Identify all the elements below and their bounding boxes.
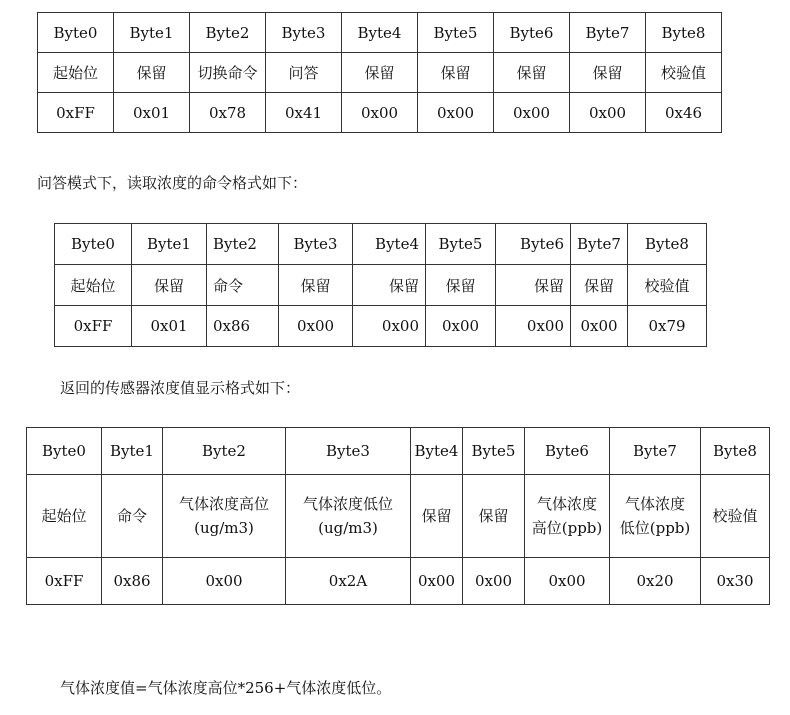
concentration-response-table <box>26 427 770 605</box>
cell <box>463 475 525 558</box>
cell: Byte1 <box>132 224 207 265</box>
cell-line: 保留 <box>478 507 509 525</box>
cell: 问答 <box>266 53 342 93</box>
table-row-values <box>38 93 722 133</box>
cell-line: 气体浓度 <box>536 495 597 513</box>
cell-line: 高位(ppb) <box>531 519 603 537</box>
cell <box>102 475 163 558</box>
cell: Byte6 <box>494 13 570 53</box>
cell: Byte3 <box>266 13 342 53</box>
cell <box>701 475 770 558</box>
cell: Byte7 <box>570 13 646 53</box>
cell: 起始位 <box>38 53 114 93</box>
cell: 0x00 <box>525 558 610 605</box>
cell: 保留 <box>496 265 571 306</box>
query-mode-paragraph: 问答模式下，读取浓度的命令格式如下： <box>37 174 308 192</box>
cell: 0x00 <box>426 306 496 347</box>
cell: 校验值 <box>628 265 707 306</box>
cell-line: 保留 <box>421 507 452 525</box>
cell: Byte1 <box>102 428 163 475</box>
table-row-description <box>38 53 722 93</box>
cell: 0x00 <box>411 558 463 605</box>
cell: 命令 <box>207 265 279 306</box>
cell: 0x00 <box>418 93 494 133</box>
cell: 0x01 <box>114 93 190 133</box>
cell: 0x86 <box>207 306 279 347</box>
cell: Byte7 <box>610 428 701 475</box>
cell: 0x01 <box>132 306 207 347</box>
cell: Byte5 <box>418 13 494 53</box>
cell-line: (ug/m3) <box>318 519 378 537</box>
cell-line: 低位(ppb) <box>619 519 691 537</box>
cell: 0x00 <box>163 558 286 605</box>
cell <box>610 475 701 558</box>
return-format-paragraph: 返回的传感器浓度值显示格式如下： <box>60 379 301 397</box>
cell: 保留 <box>418 53 494 93</box>
cell: Byte1 <box>114 13 190 53</box>
cell: 0x20 <box>610 558 701 605</box>
cell: Byte0 <box>27 428 102 475</box>
cell: 0x00 <box>353 306 426 347</box>
cell: 0x46 <box>646 93 722 133</box>
table-row-values <box>27 558 770 605</box>
cell: Byte7 <box>571 224 628 265</box>
cell: 0x00 <box>463 558 525 605</box>
cell <box>163 475 286 558</box>
cell: Byte8 <box>646 13 722 53</box>
cell: 0x00 <box>342 93 418 133</box>
table-row-header <box>38 13 722 53</box>
cell: 保留 <box>426 265 496 306</box>
cell <box>286 475 411 558</box>
cell: Byte4 <box>342 13 418 53</box>
cell: Byte4 <box>411 428 463 475</box>
cell: 保留 <box>279 265 353 306</box>
cell: 保留 <box>353 265 426 306</box>
cell: 0x41 <box>266 93 342 133</box>
cell: Byte0 <box>55 224 132 265</box>
cell-line: 校验值 <box>712 507 758 525</box>
cell: 0x30 <box>701 558 770 605</box>
cell: 保留 <box>571 265 628 306</box>
table-row-description <box>55 265 707 306</box>
table-row-description <box>27 475 770 558</box>
cell: 0x00 <box>279 306 353 347</box>
cell: Byte2 <box>207 224 279 265</box>
table-row-header <box>55 224 707 265</box>
cell: 0x00 <box>571 306 628 347</box>
cell: 0x79 <box>628 306 707 347</box>
table-row-header <box>27 428 770 475</box>
cell: 保留 <box>342 53 418 93</box>
cell: 0x2A <box>286 558 411 605</box>
cell: 切换命令 <box>190 53 266 93</box>
cell: Byte4 <box>353 224 426 265</box>
formula-paragraph: 气体浓度值=气体浓度高位*256+气体浓度低位。 <box>60 679 392 697</box>
cell: 0x00 <box>570 93 646 133</box>
cell: 保留 <box>494 53 570 93</box>
cell-line: 气体浓度高位 <box>178 495 269 513</box>
cell: 保留 <box>132 265 207 306</box>
read-concentration-command-table <box>54 223 707 347</box>
cell: 0xFF <box>38 93 114 133</box>
cell: Byte0 <box>38 13 114 53</box>
table-row-values <box>55 306 707 347</box>
cell-line: 气体浓度 <box>624 495 685 513</box>
cell: Byte6 <box>525 428 610 475</box>
cell: Byte3 <box>286 428 411 475</box>
cell: 校验值 <box>646 53 722 93</box>
cell: 0x78 <box>190 93 266 133</box>
cell: Byte6 <box>496 224 571 265</box>
cell-line: 命令 <box>116 507 147 525</box>
cell: Byte5 <box>463 428 525 475</box>
cell: 0x86 <box>102 558 163 605</box>
cell: 0x00 <box>496 306 571 347</box>
cell <box>27 475 102 558</box>
cell: 0xFF <box>55 306 132 347</box>
cell: 保留 <box>114 53 190 93</box>
cell: 保留 <box>570 53 646 93</box>
switch-mode-command-table <box>37 12 722 133</box>
cell: Byte8 <box>628 224 707 265</box>
cell: Byte8 <box>701 428 770 475</box>
cell: Byte3 <box>279 224 353 265</box>
cell-line: 气体浓度低位 <box>302 495 393 513</box>
cell: 起始位 <box>55 265 132 306</box>
cell-line: (ug/m3) <box>194 519 254 537</box>
cell <box>525 475 610 558</box>
cell: 0x00 <box>494 93 570 133</box>
cell <box>411 475 463 558</box>
cell: 0xFF <box>27 558 102 605</box>
cell: Byte2 <box>163 428 286 475</box>
cell: Byte2 <box>190 13 266 53</box>
cell-line: 起始位 <box>41 507 87 525</box>
cell: Byte5 <box>426 224 496 265</box>
